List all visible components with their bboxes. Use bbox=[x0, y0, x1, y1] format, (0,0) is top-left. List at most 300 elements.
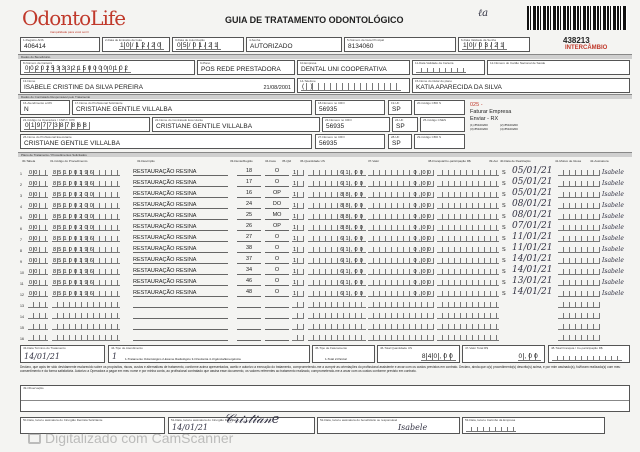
cell-franquia bbox=[437, 236, 499, 242]
cell-descricao: RESTAURAÇÃO RESINA bbox=[133, 290, 228, 297]
cell-tabela: 00 bbox=[28, 225, 48, 231]
cell-descricao bbox=[133, 329, 228, 330]
col-qtd: 35-Qtd bbox=[282, 159, 292, 163]
side-note bbox=[470, 102, 530, 131]
cell-assinatura: Isabele bbox=[602, 235, 624, 242]
cell-codigo bbox=[52, 335, 120, 341]
cell-tabela bbox=[28, 302, 48, 308]
cell-tabela: 00 bbox=[28, 170, 48, 176]
cell-codigo: 85100196 bbox=[52, 181, 120, 187]
cell-codigo: 85100200 bbox=[52, 192, 120, 198]
cell-descricao bbox=[133, 340, 228, 341]
cell-data: 11/01/21 bbox=[512, 232, 553, 242]
cell-data: 07/01/21 bbox=[512, 221, 553, 231]
cell-face: O bbox=[265, 289, 289, 297]
tipo-atendimento-field: 44-Tipo de Atendimento 1 1-Tratamento Odontológico 2-Exame Radiológico 3-Ortodontia 4-Urgência/Emergência bbox=[108, 345, 310, 363]
cell-us: 61,00 bbox=[308, 236, 366, 242]
row-number: 4 bbox=[20, 205, 22, 209]
table-row bbox=[18, 254, 632, 265]
col-tabela: 30-Tabela bbox=[22, 159, 36, 163]
cell-valor: 0,00 bbox=[368, 192, 434, 198]
cell-franquia bbox=[437, 280, 499, 286]
assinatura-solicitante: 50-Data, local e assinatura do Cirurgião Dentista Solicitante bbox=[20, 417, 165, 434]
carteira-field: 8-Número da Carteira 00202533321500000102 bbox=[20, 60, 195, 75]
cell-aut: S bbox=[502, 280, 506, 286]
cell-descricao: RESTAURAÇÃO RESINA bbox=[133, 169, 228, 176]
cbo-executante-field: 29-Código CBO S bbox=[414, 134, 465, 149]
cell-us: 88,00 bbox=[308, 203, 366, 209]
cell-us: 88,00 bbox=[308, 214, 366, 220]
cell-franquia bbox=[437, 225, 499, 231]
col-valor: 37-Valor bbox=[368, 159, 380, 163]
cell-valor bbox=[368, 324, 434, 330]
cell-aut: S bbox=[502, 203, 506, 209]
cell-dente: 38 bbox=[237, 245, 261, 253]
row-number: 5 bbox=[20, 216, 22, 220]
cell-codigo: 85100200 bbox=[52, 225, 120, 231]
cell-dente: 27 bbox=[237, 234, 261, 242]
camscanner-icon bbox=[28, 433, 41, 444]
cell-aut: S bbox=[502, 181, 506, 187]
cell-codigo: 85100196 bbox=[52, 170, 120, 176]
cell-franquia bbox=[437, 291, 499, 297]
cell-qtd bbox=[292, 324, 304, 330]
cell-data: 13/01/21 bbox=[512, 276, 553, 286]
table-row bbox=[18, 309, 632, 320]
section-plano: Plano de Tratamento / Procedimentos Solicitados bbox=[18, 152, 632, 157]
row-number: 12 bbox=[20, 293, 24, 297]
cell-assinatura: Isabele bbox=[602, 180, 624, 187]
table-row bbox=[18, 232, 632, 243]
row-number: 6 bbox=[20, 227, 22, 231]
cell-face: DO bbox=[265, 201, 289, 209]
cell-us: 88,00 bbox=[308, 225, 366, 231]
cell-tabela: 00 bbox=[28, 280, 48, 286]
assinatura-beneficiario: 52-Data, local e assinatura do beneficiário ou responsável Isabele bbox=[317, 417, 460, 434]
cell-tabela: 00 bbox=[28, 214, 48, 220]
cell-motivo bbox=[558, 291, 600, 297]
cell-dente: 24 bbox=[237, 201, 261, 209]
cell-dente bbox=[237, 322, 261, 330]
cell-face: O bbox=[265, 278, 289, 286]
cell-data: 14/01/21 bbox=[512, 287, 553, 297]
table-row bbox=[18, 320, 632, 331]
cell-valor: 0,00 bbox=[368, 236, 434, 242]
cell-valor: 0,00 bbox=[368, 291, 434, 297]
cell-tabela: 00 bbox=[28, 203, 48, 209]
cell-motivo bbox=[558, 258, 600, 264]
cell-us bbox=[308, 324, 366, 330]
cell-data: 05/01/21 bbox=[512, 177, 553, 187]
cell-motivo bbox=[558, 313, 600, 319]
dentist-signature: 𝒞𝓇𝒾𝓈𝓉𝒾𝒶𝓃𝑒 bbox=[224, 412, 280, 427]
cell-motivo bbox=[558, 324, 600, 330]
table-row bbox=[18, 188, 632, 199]
tipo-faturamento-options: 1-Total 2-Parcial bbox=[325, 357, 347, 361]
titular-field: 15-Nome do titular do plano KATIA APARECIDA DA SILVA bbox=[412, 78, 630, 93]
cell-franquia bbox=[437, 313, 499, 319]
col-assinatura: 42-Assinatura bbox=[590, 159, 609, 163]
logo: OdontoLife bbox=[22, 6, 126, 30]
carimbo-empresa: 53-Data, local e Carimbo da Empresa bbox=[462, 417, 605, 434]
cell-franquia bbox=[437, 324, 499, 330]
cell-face: O bbox=[265, 245, 289, 253]
cell-franquia bbox=[437, 192, 499, 198]
row-number: 13 bbox=[20, 304, 24, 308]
cns-field: 12-Número do Cartão Nacional de Saúde bbox=[487, 60, 630, 75]
cell-descricao: RESTAURAÇÃO RESINA bbox=[133, 257, 228, 264]
cell-face: OP bbox=[265, 190, 289, 198]
table-row bbox=[18, 177, 632, 188]
cell-aut: S bbox=[502, 291, 506, 297]
cell-dente: 48 bbox=[237, 289, 261, 297]
validade-carteira-field: 11-Data Validade da Carteira bbox=[412, 60, 485, 75]
row-number: 16 bbox=[20, 337, 24, 341]
cell-tabela: 00 bbox=[28, 291, 48, 297]
cell-face: O bbox=[265, 267, 289, 275]
barcode bbox=[527, 6, 627, 30]
cro-executante-field: 27-Número no CRO 56935 bbox=[315, 134, 385, 149]
declaration-text: Declaro, que após ter sido devidamente esclarecido sobre os propósitos, riscos, custos e alternativas de tratamento, conforme acima apresentados, aceito e autorizo a execução do tratamento, comprometendo-me a cumprir as orientações do profissional assistente e arcar com os custos previstos em contrato. Declaro, ainda que o(s) procedimento(s) descrito(s) acima, e por mim assinado(s), foi/foram realizado(s) com meu consentimento e da forma satisfatória. Autorizo a Operadora a pagar em meu nome e por minha conta, ao profissional contratado que assina esse documento, os valores referentes ao tratamento realizado, comprometendo-me a arcar com os custos conforme previsto em contrato. bbox=[20, 365, 621, 374]
cell-descricao: RESTAURAÇÃO RESINA bbox=[133, 180, 228, 187]
cell-dente: 16 bbox=[237, 190, 261, 198]
row-number: 8 bbox=[20, 249, 22, 253]
guide-number: 438213 bbox=[563, 36, 590, 45]
cell-valor: 0,00 bbox=[368, 181, 434, 187]
cell-us: 61,00 bbox=[308, 269, 366, 275]
cell-motivo bbox=[558, 203, 600, 209]
table-row bbox=[18, 166, 632, 177]
cell-face bbox=[265, 300, 289, 308]
cell-codigo: 85100196 bbox=[52, 247, 120, 253]
cell-franquia bbox=[437, 335, 499, 341]
cell-data: 05/01/21 bbox=[512, 188, 553, 198]
cell-assinatura: Isabele bbox=[602, 202, 624, 209]
cell-us bbox=[308, 313, 366, 319]
tipo-atendimento-options: 1-Tratamento Odontológico 2-Exame Radiológico 3-Ortodontia 4-Urgência/Emergência bbox=[125, 357, 241, 361]
side-note-line3: Enviar - RX bbox=[470, 116, 499, 122]
table-row bbox=[18, 210, 632, 221]
cell-us: 61,00 bbox=[308, 181, 366, 187]
cell-descricao bbox=[133, 307, 228, 308]
cell-assinatura: Isabele bbox=[602, 224, 624, 231]
cell-descricao: RESTAURAÇÃO RESINA bbox=[133, 224, 228, 231]
cell-face: O bbox=[265, 179, 289, 187]
cell-tabela: 00 bbox=[28, 181, 48, 187]
table-row bbox=[18, 199, 632, 210]
col-data: 40-Data de Realização bbox=[500, 159, 531, 163]
cell-face: OP bbox=[265, 223, 289, 231]
tipo-faturamento-field: 45-Tipo de Faturamento 1-Total 2-Parcial bbox=[312, 345, 375, 363]
valor-total-field: 47-Valor Total R$ 0,00 bbox=[462, 345, 545, 363]
form-title: GUIA DE TRATAMENTO ODONTOLÓGICO bbox=[225, 15, 404, 25]
cell-assinatura: Isabele bbox=[602, 279, 624, 286]
cell-descricao: RESTAURAÇÃO RESINA bbox=[133, 279, 228, 286]
cell-assinatura: Isabele bbox=[602, 257, 624, 264]
table-row bbox=[18, 243, 632, 254]
cell-codigo: 85100196 bbox=[52, 291, 120, 297]
cell-motivo bbox=[558, 225, 600, 231]
logo-tagline: tranquilidade para você sorrir bbox=[50, 30, 89, 34]
col-us: 36-Quantidade US bbox=[300, 159, 325, 163]
cell-descricao: RESTAURAÇÃO RESINA bbox=[133, 191, 228, 198]
total-franquia-field: 48-Total Franquia / Co-participação R$ bbox=[548, 345, 630, 363]
cell-assinatura: Isabele bbox=[602, 290, 624, 297]
cell-face: O bbox=[265, 234, 289, 242]
telefone-field: 14-Telefone ( ) bbox=[297, 78, 410, 93]
cell-face: O bbox=[265, 168, 289, 176]
cell-data: 14/01/21 bbox=[512, 265, 553, 275]
cell-valor: 0,00 bbox=[368, 269, 434, 275]
cell-valor: 0,00 bbox=[368, 247, 434, 253]
cell-face bbox=[265, 333, 289, 341]
cell-assinatura: Isabele bbox=[602, 268, 624, 275]
cell-qtd: 1 bbox=[292, 170, 304, 176]
cell-descricao: RESTAURAÇÃO RESINA bbox=[133, 213, 228, 220]
cell-motivo bbox=[558, 280, 600, 286]
cell-aut: S bbox=[502, 247, 506, 253]
cell-aut: S bbox=[502, 192, 506, 198]
cod-operadora-field: 21-Código na Operadora / CNPJ / CPF 01977387868 bbox=[20, 117, 150, 132]
validade-senha-field: 6-Data Validade da Senha 10/03/21 bbox=[458, 37, 530, 52]
cell-data: 14/01/21 bbox=[512, 254, 553, 264]
cell-us: 88,00 bbox=[308, 192, 366, 198]
row-number: 2 bbox=[20, 183, 22, 187]
cell-codigo: 85100200 bbox=[52, 203, 120, 209]
prof-solicitante-field: 17-Nome do Profissional Solicitante CRISTIANE GENTILE VILLALBA bbox=[72, 100, 312, 115]
cell-us: 61,00 bbox=[308, 280, 366, 286]
birth-date: 21/08/2001 bbox=[263, 85, 291, 91]
row-number: 3 bbox=[20, 194, 22, 198]
col-dente: 33-Dente/Região bbox=[230, 159, 253, 163]
cell-us: 61,00 bbox=[308, 291, 366, 297]
cell-codigo bbox=[52, 324, 120, 330]
side-note-code: (1) 85100200 bbox=[470, 123, 488, 127]
cell-qtd: 1 bbox=[292, 214, 304, 220]
cell-motivo bbox=[558, 269, 600, 275]
table-row bbox=[18, 298, 632, 309]
cell-codigo: 85100196 bbox=[52, 236, 120, 242]
cell-dente bbox=[237, 311, 261, 319]
cell-assinatura: Isabele bbox=[602, 169, 624, 176]
cell-qtd bbox=[292, 313, 304, 319]
contratado-field: 22-Nome do Contratado Executante CRISTIANE GENTILE VILLALBA bbox=[152, 117, 320, 132]
cell-dente: 18 bbox=[237, 168, 261, 176]
cell-aut: S bbox=[502, 258, 506, 264]
cell-valor: 0,00 bbox=[368, 258, 434, 264]
cell-dente bbox=[237, 300, 261, 308]
cell-assinatura: Isabele bbox=[602, 246, 624, 253]
camscanner-watermark: Digitalizado com CamScanner bbox=[28, 430, 233, 446]
cell-descricao: RESTAURAÇÃO RESINA bbox=[133, 268, 228, 275]
cell-face: O bbox=[265, 256, 289, 264]
cell-franquia bbox=[437, 269, 499, 275]
side-note-code: (2) 85100200 bbox=[500, 123, 518, 127]
cell-qtd: 1 bbox=[292, 236, 304, 242]
cro-contratado-field: 23-Número no CRO 56935 bbox=[322, 117, 390, 132]
cell-codigo: 85100196 bbox=[52, 269, 120, 275]
cell-qtd: 1 bbox=[292, 181, 304, 187]
col-codigo: 31-Código do Procedimento bbox=[50, 159, 88, 163]
row-number: 11 bbox=[20, 282, 24, 286]
cbo-solicitante-field: 20-Código CBO S bbox=[414, 100, 465, 115]
data-autorizacao-field: 3-Data de Autorização 05/01/21 bbox=[172, 37, 244, 52]
cell-qtd: 1 bbox=[292, 269, 304, 275]
cell-dente: 17 bbox=[237, 179, 261, 187]
cell-franquia bbox=[437, 181, 499, 187]
cell-data: 11/01/21 bbox=[512, 243, 553, 253]
col-descricao: 32-Descrição bbox=[137, 159, 155, 163]
cell-tabela: 00 bbox=[28, 247, 48, 253]
cell-motivo bbox=[558, 170, 600, 176]
cell-motivo bbox=[558, 335, 600, 341]
cell-aut: S bbox=[502, 236, 506, 242]
cell-data: 08/01/21 bbox=[512, 199, 553, 209]
col-face: 34-Face bbox=[265, 159, 277, 163]
cell-tabela: 00 bbox=[28, 269, 48, 275]
cell-codigo: 85100200 bbox=[52, 214, 120, 220]
table-row bbox=[18, 287, 632, 298]
data-termino-field: 43-Data Término do Tratamento 14/01/21 bbox=[20, 345, 105, 363]
section-contratado: Dados do Contratado Responsável pelo Tratamento bbox=[18, 94, 632, 99]
cell-us bbox=[308, 335, 366, 341]
cell-data: 05/01/21 bbox=[512, 166, 553, 176]
side-note-line2: Faturar Empresa bbox=[470, 109, 512, 115]
cell-valor: 0,00 bbox=[368, 214, 434, 220]
section-beneficiario: Dados do Beneficiário bbox=[18, 54, 632, 59]
nome-field: 13-Nome ISABELE CRISTINE DA SILVA PEREIRA 21/08/2001 bbox=[20, 78, 295, 93]
observacao-field: 49-Observação bbox=[20, 385, 630, 412]
cell-face bbox=[265, 311, 289, 319]
cell-franquia bbox=[437, 170, 499, 176]
guia-principal-field: 5-Número da Guia Principal 8134060 bbox=[344, 37, 456, 52]
cell-dente: 46 bbox=[237, 278, 261, 286]
cell-dente: 25 bbox=[237, 212, 261, 220]
row-number: 15 bbox=[20, 326, 24, 330]
cell-aut: S bbox=[502, 269, 506, 275]
cell-dente: 37 bbox=[237, 256, 261, 264]
row-number: 14 bbox=[20, 315, 24, 319]
row-number: 7 bbox=[20, 238, 22, 242]
total-us-field: 46-Total Quantidade US 840,00 bbox=[377, 345, 460, 363]
cell-face: MO bbox=[265, 212, 289, 220]
cell-motivo bbox=[558, 214, 600, 220]
cell-us bbox=[308, 302, 366, 308]
assinatura-dentista: 51-Data, local e assinatura do Cirurgião Dentista 14/01/21 𝒞𝓇𝒾𝓈𝓉𝒾𝒶𝓃𝑒 bbox=[168, 417, 315, 434]
cell-descricao: RESTAURAÇÃO RESINA bbox=[133, 235, 228, 242]
col-motivo: 41-Motivo de Glosa bbox=[555, 159, 582, 163]
table-row bbox=[18, 265, 632, 276]
cell-tabela bbox=[28, 313, 48, 319]
side-note-line1: 025 - bbox=[470, 102, 483, 108]
side-note-code: (3) 85100200 bbox=[470, 127, 488, 131]
cell-dente: 26 bbox=[237, 223, 261, 231]
cell-qtd: 1 bbox=[292, 291, 304, 297]
cell-valor: 0,00 bbox=[368, 280, 434, 286]
cell-qtd bbox=[292, 335, 304, 341]
cell-dente bbox=[237, 333, 261, 341]
cell-motivo bbox=[558, 247, 600, 253]
cell-codigo bbox=[52, 302, 120, 308]
cell-motivo bbox=[558, 192, 600, 198]
cell-descricao: RESTAURAÇÃO RESINA bbox=[133, 202, 228, 209]
col-aut: 39-Aut bbox=[489, 159, 498, 163]
row-number: 9 bbox=[20, 260, 22, 264]
cell-us: 61,00 bbox=[308, 170, 366, 176]
uf-executante-field: 28-UF SP bbox=[388, 134, 412, 149]
cell-us: 61,00 bbox=[308, 247, 366, 253]
cell-qtd bbox=[292, 302, 304, 308]
cell-qtd: 1 bbox=[292, 258, 304, 264]
cell-descricao: RESTAURAÇÃO RESINA bbox=[133, 246, 228, 253]
cell-tabela bbox=[28, 335, 48, 341]
cell-valor bbox=[368, 302, 434, 308]
cell-codigo: 85100196 bbox=[52, 258, 120, 264]
cell-valor bbox=[368, 313, 434, 319]
uf-solicitante-field: 19-UF SP bbox=[388, 100, 412, 115]
cell-tabela: 00 bbox=[28, 192, 48, 198]
empresa-field: 10-Empresa DENTAL UNI COOPERATIVA bbox=[297, 60, 410, 75]
cell-franquia bbox=[437, 302, 499, 308]
guide-type: INTERCÂMBIO bbox=[565, 45, 608, 51]
cell-franquia bbox=[437, 247, 499, 253]
cell-franquia bbox=[437, 203, 499, 209]
cell-codigo bbox=[52, 313, 120, 319]
cell-us: 61,00 bbox=[308, 258, 366, 264]
plano-field: 9-Plano POS REDE PRESTADORA bbox=[197, 60, 295, 75]
cell-codigo: 85100196 bbox=[52, 280, 120, 286]
cell-motivo bbox=[558, 302, 600, 308]
cell-qtd: 1 bbox=[292, 225, 304, 231]
cell-assinatura: Isabele bbox=[602, 191, 624, 198]
cell-face bbox=[265, 322, 289, 330]
rn-field: 16-Atendimento a RN N bbox=[20, 100, 70, 115]
cell-valor: 0,00 bbox=[368, 225, 434, 231]
cell-tabela: 00 bbox=[28, 258, 48, 264]
cell-aut: S bbox=[502, 214, 506, 220]
cell-tabela: 00 bbox=[28, 236, 48, 242]
table-row bbox=[18, 276, 632, 287]
data-emissao-field: 2-Data de Emissão da Guia 10/12/20 bbox=[102, 37, 170, 52]
cell-assinatura: Isabele bbox=[602, 213, 624, 220]
cell-qtd: 1 bbox=[292, 247, 304, 253]
cell-motivo bbox=[558, 181, 600, 187]
cell-motivo bbox=[558, 236, 600, 242]
cell-data: 08/01/21 bbox=[512, 210, 553, 220]
cell-valor: 0,00 bbox=[368, 170, 434, 176]
cell-valor: 0,00 bbox=[368, 203, 434, 209]
uf-contratado-field: 24-UF SP bbox=[392, 117, 418, 132]
row-number: 1 bbox=[20, 172, 22, 176]
table-row bbox=[18, 221, 632, 232]
cell-qtd: 1 bbox=[292, 192, 304, 198]
cell-qtd: 1 bbox=[292, 203, 304, 209]
cell-qtd: 1 bbox=[292, 280, 304, 286]
cell-tabela bbox=[28, 324, 48, 330]
senha-field: 4-Senha AUTORIZADO bbox=[246, 37, 342, 52]
registro-ans-field: 1-Registro ANS 406414 bbox=[20, 37, 100, 52]
cnes-field: 25-Código CNES bbox=[420, 117, 465, 132]
cell-franquia bbox=[437, 258, 499, 264]
cell-valor bbox=[368, 335, 434, 341]
col-franquia: 38-Franquia/Co-participação R$ bbox=[428, 159, 471, 163]
cell-franquia bbox=[437, 214, 499, 220]
cell-aut: S bbox=[502, 225, 506, 231]
cell-descricao bbox=[133, 318, 228, 319]
prof-executante-field: 26-Nome do Profissional Executante CRISTIANE GENTILE VILLALBA bbox=[20, 134, 312, 149]
table-row bbox=[18, 331, 632, 342]
side-note-code: (4) 85100200 bbox=[500, 127, 518, 131]
